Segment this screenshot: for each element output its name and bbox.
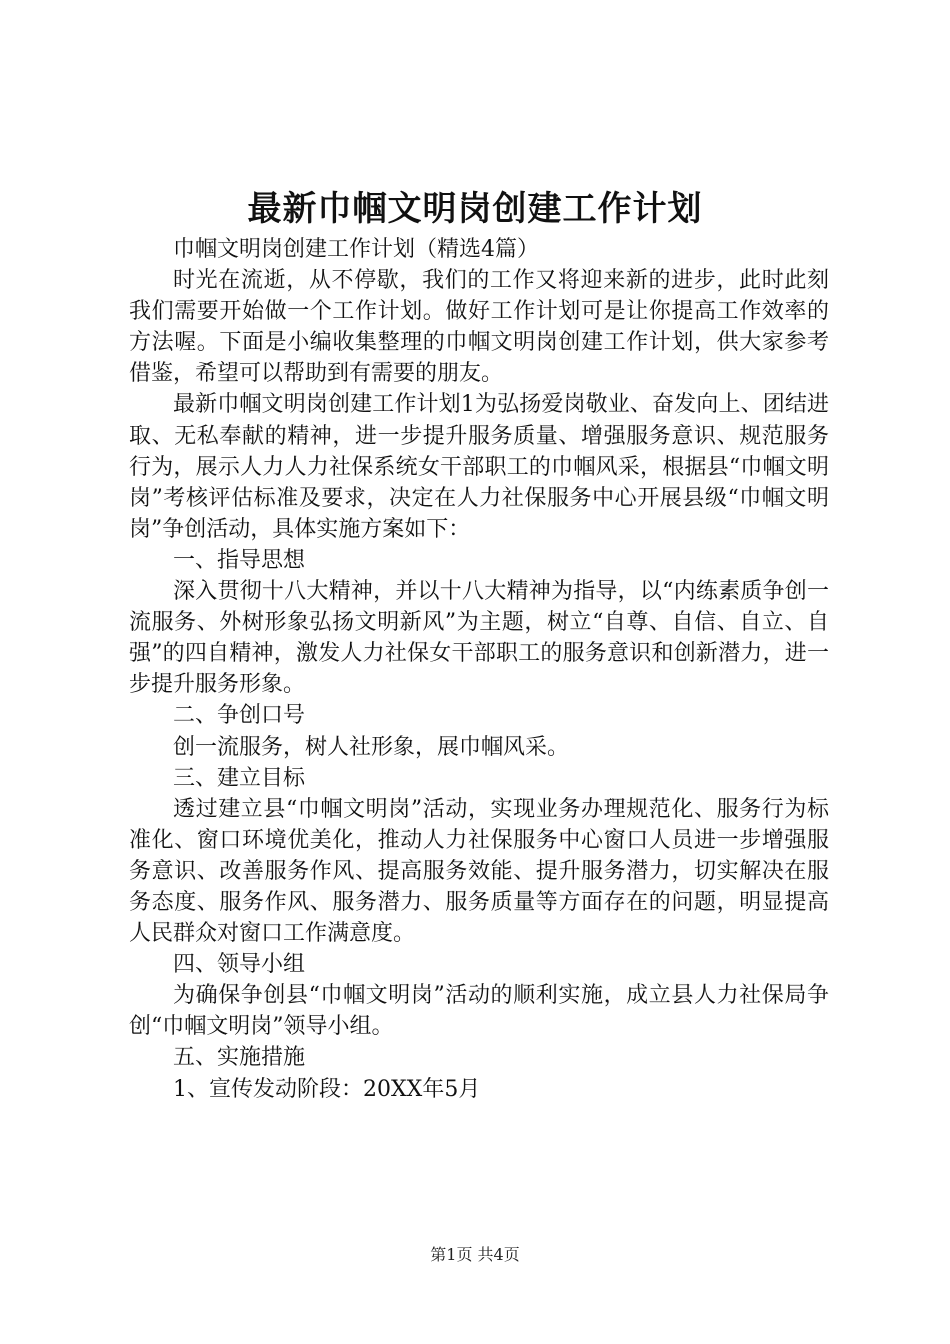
section-heading-goals: 三、建立目标 [173,765,306,791]
section-heading-guiding-ideology: 一、指导思想 [173,547,306,573]
guiding-ideology-paragraph: 深入贯彻十八大精神，并以十八大精神为指导，以“内练素质争创一流服务、外树形象弘扬文明新风”为主题，树立“自尊、自信、自立、自强”的四自精神，激发人力社保女干部职工的服务意识和创新潜力，进一步提升服务形象。 [129,579,829,698]
plan-one-paragraph: 最新巾帼文明岗创建工作计划1为弘扬爱岗敬业、奋发向上、团结进取、无私奉献的精神，进一步提升服务质量、增强服务意识、规范服务行为，展示人力人力社保系统女干部职工的巾帼风采，根据县“巾帼文明岗”考核评估标准及要求，决定在人力社保服务中心开展县级“巾帼文明岗”争创活动，具体实施方案如下： [129,392,829,542]
page-footer: 第1页 共4页 [430,1245,520,1264]
section-heading-measures: 五、实施措施 [173,1045,306,1071]
subtitle-paragraph: 巾帼文明岗创建工作计划（精选4篇） [173,237,539,262]
measures-paragraph: 1、宣传发动阶段：20XX年5月 [173,1076,481,1102]
slogan-paragraph: 创一流服务，树人社形象，展巾帼风采。 [173,734,570,760]
document-body [129,234,829,1105]
document-title: 最新巾帼文明岗创建工作计划 [247,189,703,229]
section-heading-slogan: 二、争创口号 [173,703,306,729]
leading-group-paragraph: 为确保争创县“巾帼文明岗”活动的顺利实施，成立县人力社保局争创“巾帼文明岗”领导小组。 [129,983,829,1040]
section-heading-leading-group: 四、领导小组 [173,952,306,978]
goals-paragraph: 透过建立县“巾帼文明岗”活动，实现业务办理规范化、服务行为标准化、窗口环境优美化，推动人力社保服务中心窗口人员进一步增强服务意识、改善服务作风、提高服务效能、提升服务潜力，切实解决在服务态度、服务作风、服务潜力、服务质量等方面存在的问题，明显提高人民群众对窗口工作满意度。 [129,796,829,947]
intro-paragraph: 时光在流逝，从不停歇，我们的工作又将迎来新的进步，此时此刻我们需要开始做一个工作计划。做好工作计划可是让你提高工作效率的方法喔。下面是小编收集整理的巾帼文明岗创建工作计划，供大家参考借鉴，希望可以帮助到有需要的朋友。 [129,268,829,387]
